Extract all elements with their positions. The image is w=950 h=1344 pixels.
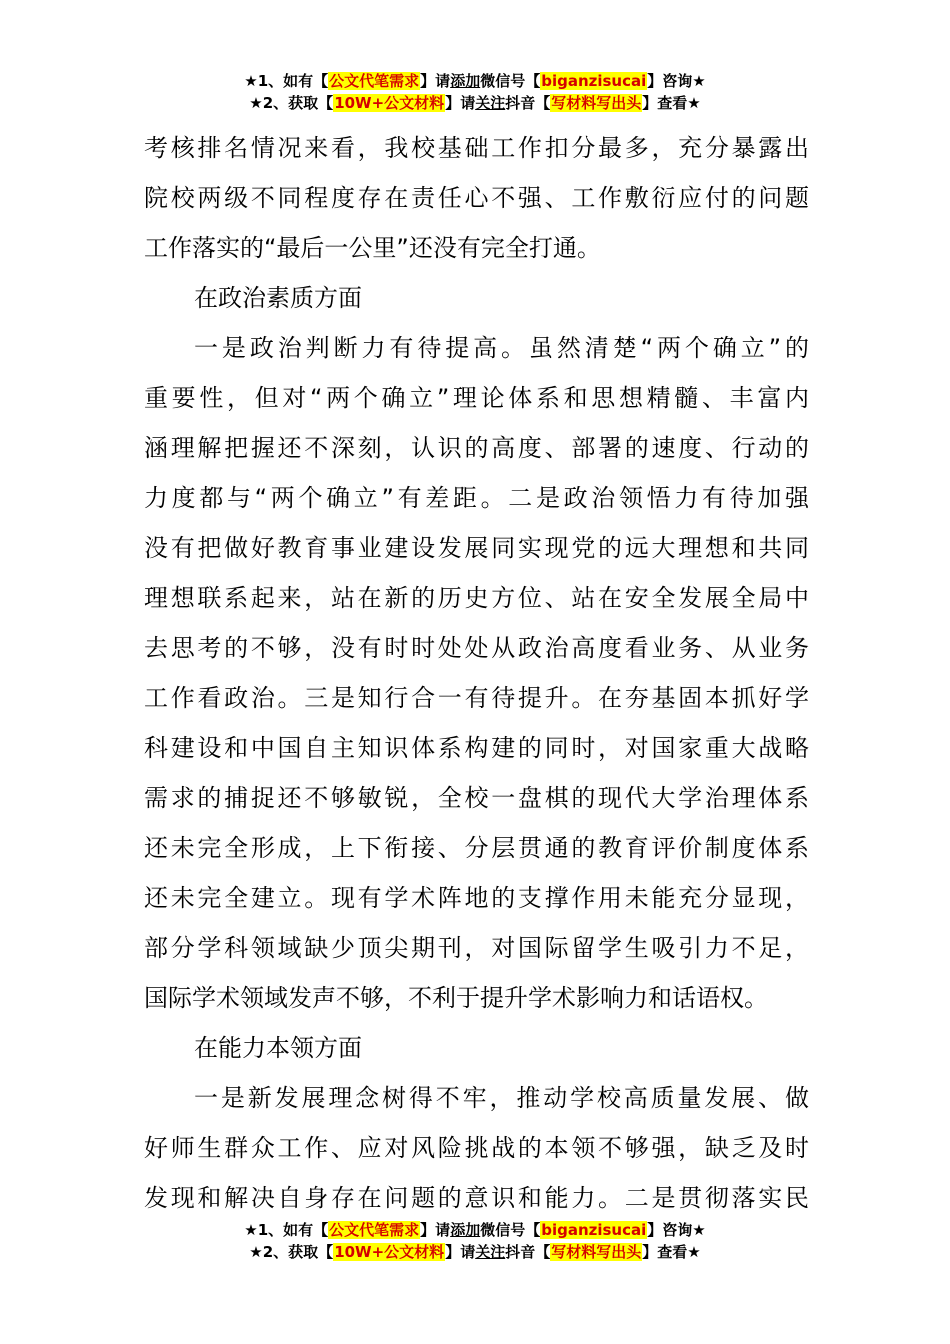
section-heading: 在能力本领方面 (194, 1034, 362, 1062)
banner-row-1 (0, 1219, 950, 1241)
banner-underlined: 关注 (475, 1243, 506, 1261)
banner-text: 】请 (420, 72, 451, 90)
banner-text: 】请 (420, 1221, 451, 1239)
text-line: 工作看政治。三是知行合一有待提升。在夯基固本抓好学 (144, 684, 809, 712)
banner-highlight: 公文代笔需求 (329, 1221, 420, 1239)
text-line: 力度都与“两个确立”有差距。二是政治领悟力有待加强 (144, 484, 809, 512)
banner-highlight: 10W+公文材料 (334, 94, 445, 112)
text-line: 好师生群众工作、应对风险挑战的本领不够强，缺乏及时 (144, 1134, 809, 1162)
footer-banner (0, 1219, 950, 1263)
banner-text: 抖音【 (505, 94, 551, 112)
banner-text: 】请 (445, 94, 476, 112)
banner-underlined: 关注 (475, 94, 506, 112)
banner-highlight: 10W+公文材料 (334, 1243, 445, 1261)
text-line: 一是新发展理念树得不牢，推动学校高质量发展、做 (194, 1084, 809, 1112)
banner-text: ★1、如有【 (244, 72, 329, 90)
text-line: 发现和解决自身存在问题的意识和能力。二是贯彻落实民 (144, 1184, 809, 1212)
text-line: 科建设和中国自主知识体系构建的同时，对国家重大战略 (144, 734, 809, 762)
section-heading: 在政治素质方面 (194, 284, 362, 312)
header-banner (0, 70, 950, 114)
banner-text: ★1、如有【 (244, 1221, 329, 1239)
banner-row-1 (0, 70, 950, 92)
banner-highlight: 写材料写出头 (551, 1243, 642, 1261)
text-line: 工作落实的“最后一公里”还没有完全打通。 (144, 234, 601, 262)
banner-text: 微信号【 (480, 72, 541, 90)
banner-underlined: 添加 (450, 72, 481, 90)
banner-highlight: 公文代笔需求 (329, 72, 420, 90)
banner-text: 微信号【 (480, 1221, 541, 1239)
banner-text: 】查看★ (642, 1243, 701, 1261)
text-line: 重要性，但对“两个确立”理论体系和思想精髓、丰富内 (144, 384, 809, 412)
text-line: 还未完全建立。现有学术阵地的支撑作用未能充分显现， (144, 884, 809, 912)
banner-highlight: 写材料写出头 (551, 94, 642, 112)
banner-text: ★2、获取【 (249, 1243, 334, 1261)
banner-text: ★2、获取【 (249, 94, 334, 112)
banner-text: 】查看★ (642, 94, 701, 112)
text-line: 国际学术领域发声不够，不利于提升学术影响力和话语权。 (144, 984, 768, 1012)
banner-text: 抖音【 (505, 1243, 551, 1261)
banner-row-2 (0, 92, 950, 114)
text-line: 院校两级不同程度存在责任心不强、工作敷衍应付的问题 (144, 184, 809, 212)
text-line: 一是政治判断力有待提高。虽然清楚“两个确立”的 (194, 334, 809, 362)
text-line: 部分学科领域缺少顶尖期刊，对国际留学生吸引力不足， (144, 934, 809, 962)
banner-text: 】请 (445, 1243, 476, 1261)
banner-highlight: biganzisucai (541, 72, 647, 90)
text-line: 还未完全形成，上下衔接、分层贯通的教育评价制度体系 (144, 834, 809, 862)
text-line: 需求的捕捉还不够敏锐，全校一盘棋的现代大学治理体系 (144, 784, 809, 812)
banner-text: 】咨询★ (647, 1221, 706, 1239)
banner-row-2 (0, 1241, 950, 1263)
text-line: 涵理解把握还不深刻，认识的高度、部署的速度、行动的 (144, 434, 809, 462)
text-line: 去思考的不够，没有时时处处从政治高度看业务、从业务 (144, 634, 809, 662)
banner-text: 】咨询★ (647, 72, 706, 90)
text-line: 没有把做好教育事业建设发展同实现党的远大理想和共同 (144, 534, 809, 562)
body-text (144, 123, 809, 1223)
banner-underlined: 添加 (450, 1221, 481, 1239)
text-line: 考核排名情况来看，我校基础工作扣分最多，充分暴露出 (144, 134, 809, 162)
banner-highlight: biganzisucai (541, 1221, 647, 1239)
text-line: 理想联系起来，站在新的历史方位、站在安全发展全局中 (144, 584, 809, 612)
